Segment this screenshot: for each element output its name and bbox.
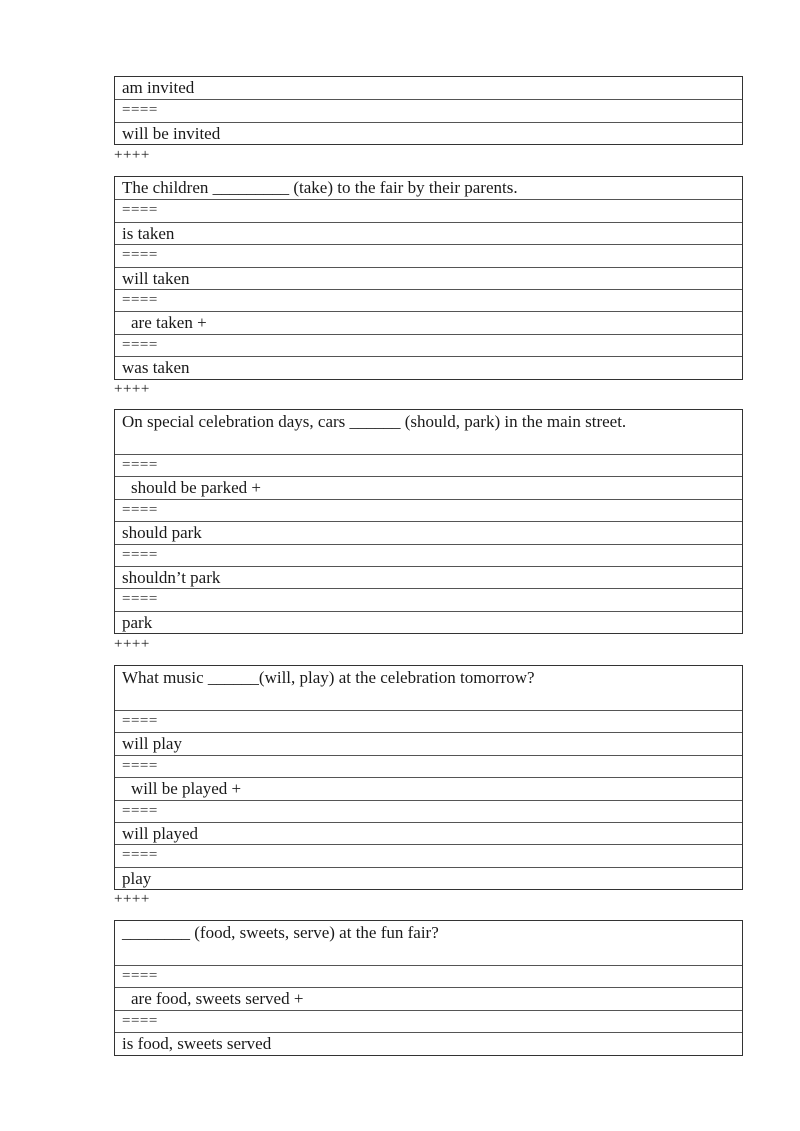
question-text: What music ______(will, play) at the celebration tomorrow? (122, 668, 535, 687)
answer-option: am invited (122, 78, 195, 97)
option-separator: ==== (115, 244, 742, 266)
option-separator: ==== (115, 334, 742, 356)
option-separator: ==== (115, 1010, 742, 1032)
question-table (114, 920, 743, 1056)
question-table (114, 665, 743, 890)
option-separator: ==== (115, 199, 742, 221)
correct-answer-option: are food, sweets served + (115, 987, 742, 1009)
question-text: ________ (food, sweets, serve) at the fun fair? (122, 923, 439, 942)
answer-option: will played (115, 822, 742, 844)
correct-answer-option: will be played + (115, 777, 742, 799)
answer-option: was taken (115, 356, 742, 378)
answer-option: will taken (115, 267, 742, 289)
option-separator: ==== (115, 844, 742, 866)
answer-option: should park (115, 521, 742, 543)
question-table (114, 76, 743, 145)
answer-option: is food, sweets served (115, 1032, 742, 1054)
question-separator: ++++ (114, 147, 150, 163)
option-separator: ==== (115, 710, 742, 732)
question-separator: ++++ (114, 381, 150, 397)
question-table (114, 409, 743, 634)
option-separator: ==== (115, 965, 742, 987)
option-separator: ==== (115, 289, 742, 311)
correct-answer-option: are taken + (115, 311, 742, 333)
answer-option: play (115, 867, 742, 889)
option-separator: ==== (115, 800, 742, 822)
option-separator: ==== (115, 99, 742, 121)
question-text: On special celebration days, cars ______ (should, park) in the main street. (122, 412, 627, 431)
question-separator: ++++ (114, 636, 150, 652)
answer-option: park (115, 611, 742, 633)
option-separator: ==== (115, 755, 742, 777)
answer-option: will be invited (115, 122, 742, 144)
answer-option: is taken (115, 222, 742, 244)
question-separator: ++++ (114, 891, 150, 907)
answer-option: will play (115, 732, 742, 754)
question-text: The children _________ (take) to the fair by their parents. (122, 178, 518, 197)
option-separator: ==== (115, 454, 742, 476)
option-separator: ==== (115, 588, 742, 610)
option-separator: ==== (115, 499, 742, 521)
option-separator: ==== (115, 544, 742, 566)
question-table (114, 176, 743, 380)
answer-option: shouldn’t park (115, 566, 742, 588)
correct-answer-option: should be parked + (115, 476, 742, 498)
